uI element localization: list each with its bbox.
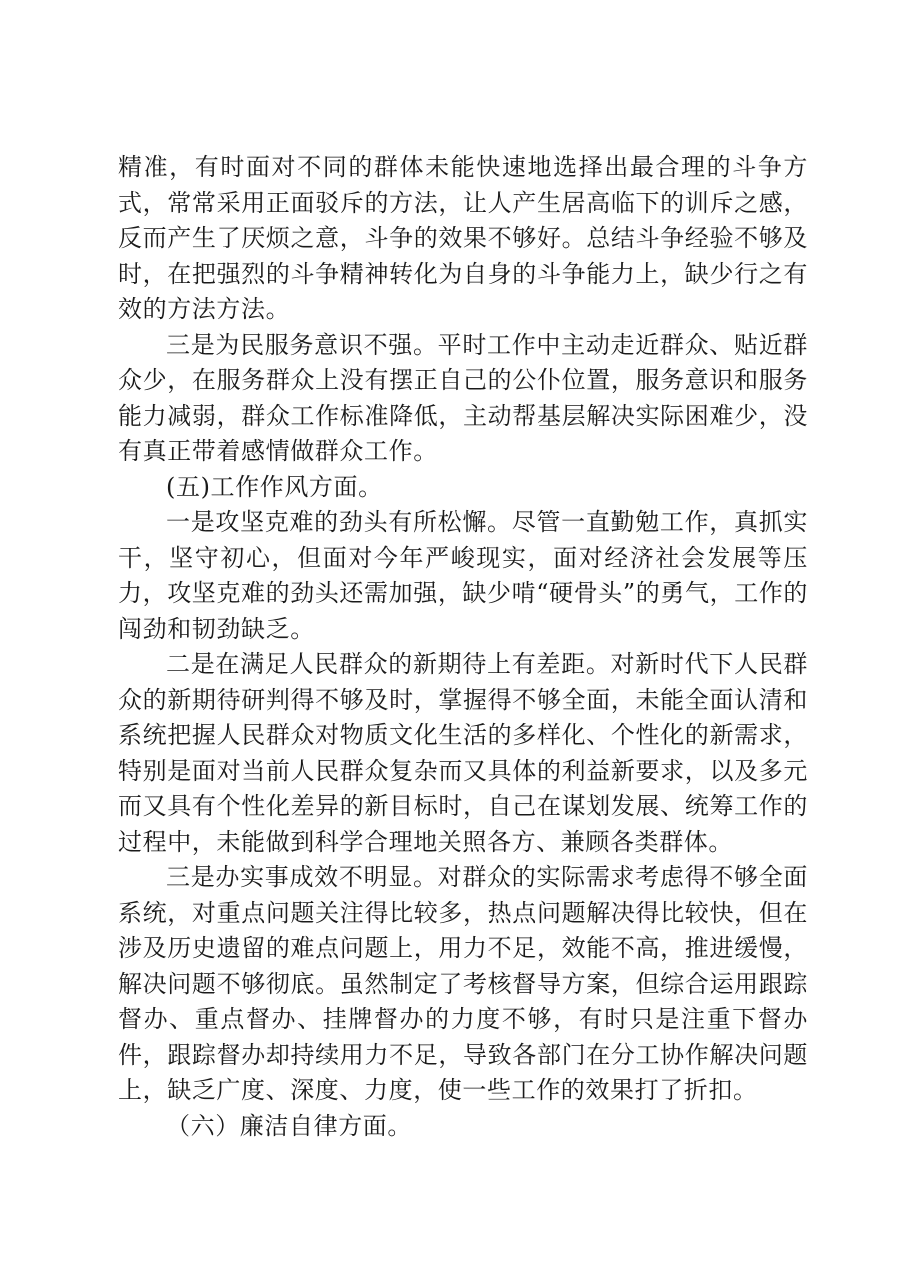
section-heading-work-style: (五)工作作风方面。 [166, 472, 383, 501]
paragraph-meeting-expectations: 二是在满足人民群众的新期待上有差距。对新时代下人民群众的新期待研判得不够及时，掌握得不够全面，未能全面认清和系统把握人民群众对物质文化生活的多样化、个性化的新需求，特别是面对当前人民群众复杂而又具体的利益新要求，以及多元而又具有个性化差异的新目标时，自己在谋划发展、统筹工作的过程中，未能做到科学合理地关照各方、兼顾各类群体。 [118, 650, 808, 856]
document-body [118, 150, 808, 1144]
paragraph-practical-results: 三是办实事成效不明显。对群众的实际需求考虑得不够全面系统，对重点问题关注得比较多，热点问题解决得比较快，但在涉及历史遗留的难点问题上，用力不足，效能不高，推进缓慢，解决问题不够彻底。虽然制定了考核督导方案，但综合运用跟踪督办、重点督办、挂牌督办的力度不够，有时只是注重下督办件，跟踪督办却持续用力不足，导致各部门在分工协作解决问题上，缺乏广度、深度、力度，使一些工作的效果打了折扣。 [118, 863, 808, 1104]
paragraph-continuation: 精准，有时面对不同的群体未能快速地选择出最合理的斗争方式，常常采用正面驳斥的方法，让人产生居高临下的训斥之感，反而产生了厌烦之意，斗争的效果不够好。总结斗争经验不够及时，在把强烈的斗争精神转化为自身的斗争能力上，缺少行之有效的方法方法。 [118, 153, 808, 323]
section-heading-integrity: （六）廉洁自律方面。 [166, 1111, 412, 1140]
paragraph-tackling-difficulties: 一是攻坚克难的劲头有所松懈。尽管一直勤勉工作，真抓实干，坚守初心，但面对今年严峻现实，面对经济社会发展等压力，攻坚克难的劲头还需加强，缺少啃“硬骨头”的勇气，工作的闯劲和韧劲缺乏。 [118, 508, 808, 643]
paragraph-service-awareness: 三是为民服务意识不强。平时工作中主动走近群众、贴近群众少，在服务群众上没有摆正自己的公仆位置，服务意识和服务能力减弱，群众工作标准降低，主动帮基层解决实际困难少，没有真正带着感情做群众工作。 [118, 330, 808, 465]
